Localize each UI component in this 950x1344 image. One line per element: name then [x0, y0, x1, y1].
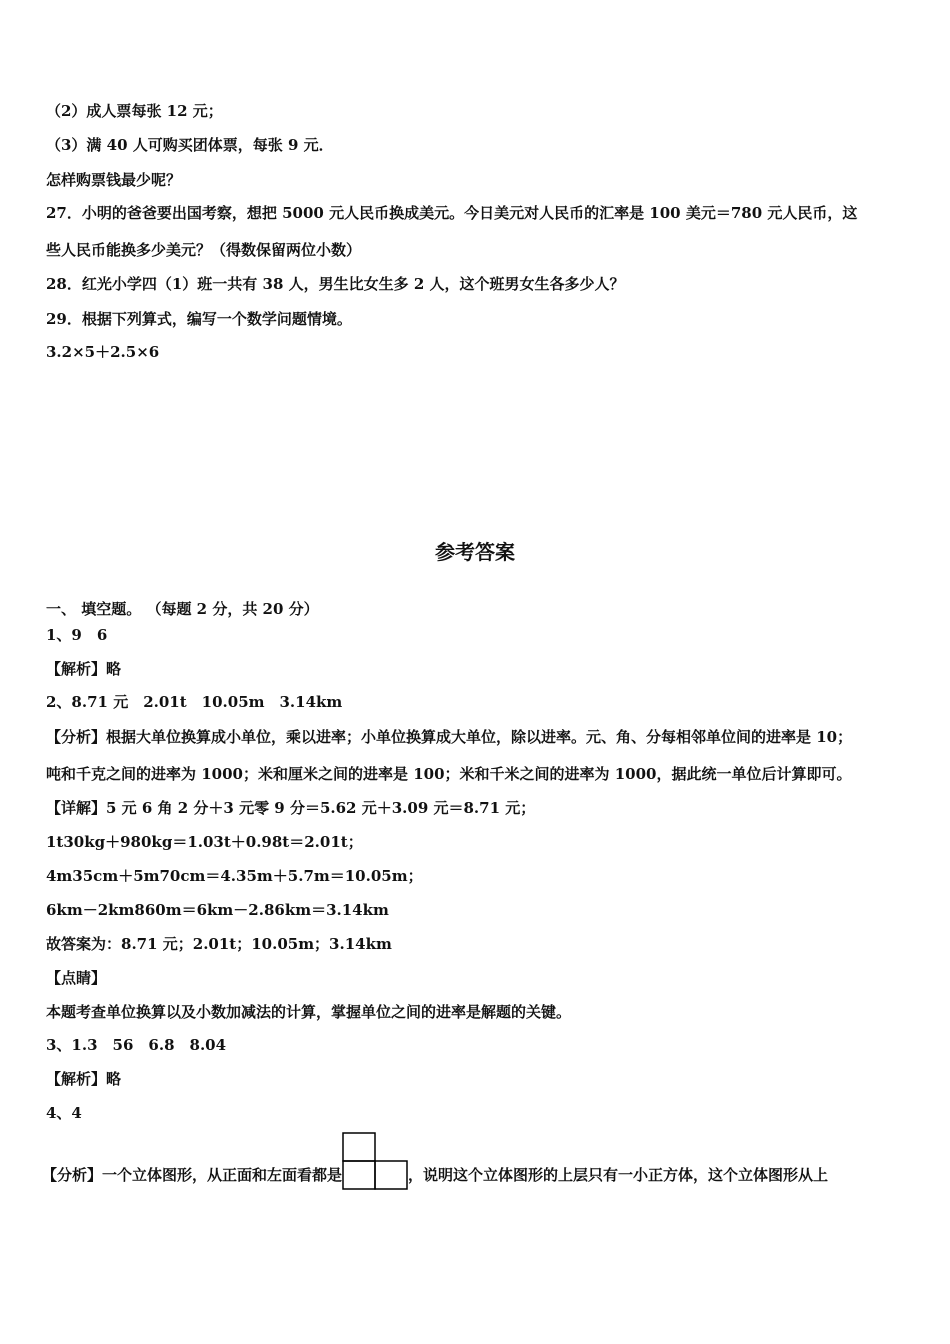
view-figure: [342, 1132, 408, 1195]
analysis-text-after: ，说明这个立体图形的上层只有一小正方体，这个立体图形从上: [408, 1166, 829, 1184]
text-line: 些人民币能换多少美元？（得数保留两位小数）: [46, 241, 362, 259]
question-27: 27．小明的爸爸要出国考察，想把 5000 元人民币换成美元。今日美元对人民币的汇率是 100 美元＝780 元人民币，这: [46, 204, 858, 222]
answer-2: 2、8.71 元 2.01t 10.05m 3.14km: [46, 693, 343, 711]
expression: 3.2×5＋2.5×6: [46, 343, 160, 361]
answer-4: 4、4: [46, 1104, 82, 1122]
section-heading: 一、 填空题。 （每题 2 分，共 20 分）: [46, 600, 319, 618]
answer-3: 3、1.3 56 6.8 8.04: [46, 1036, 227, 1054]
text-line: （3）满 40 人可购买团体票，每张 9 元．: [46, 136, 334, 154]
question-28: 28．红光小学四（1）班一共有 38 人，男生比女生多 2 人，这个班男女生各多少人？: [46, 275, 625, 293]
answer-summary: 故答案为：8.71 元；2.01t；10.05m；3.14km: [46, 935, 392, 953]
figure-square-bottom-left: [343, 1161, 375, 1189]
detail-text: 【详解】5 元 6 角 2 分＋3 元零 9 分＝5.62 元＋3.09 元＝8.71 元；: [46, 799, 536, 817]
text-line: （2）成人票每张 12 元；: [46, 102, 223, 120]
detail-text: 4m35cm＋5m70cm＝4.35m＋5.7m＝10.05m；: [46, 867, 423, 885]
analysis-text: 吨和千克之间的进率为 1000；米和厘米之间的进率是 100；米和千米之间的进率为 1000，据此统一单位后计算即可。: [46, 765, 852, 783]
figure-square-bottom-right: [375, 1161, 407, 1189]
analysis-label: 【解析】略: [46, 660, 122, 678]
question-29: 29．根据下列算式，编写一个数学问题情境。: [46, 310, 352, 328]
comment-text: 本题考查单位换算以及小数加减法的计算，掌握单位之间的进率是解题的关键。: [46, 1003, 572, 1021]
analysis-text: 【分析】根据大单位换算成小单位，乘以进率；小单位换算成大单位，除以进率。元、角、分每相邻单位间的进率是 10；: [46, 728, 853, 746]
text-line: 怎样购票钱最少呢？: [46, 171, 182, 189]
comment-label: 【点睛】: [46, 969, 107, 987]
analysis-with-figure: [42, 1137, 828, 1195]
answer-1: 1、9 6: [46, 626, 108, 644]
analysis-text-before: 【分析】一个立体图形，从正面和左面看都是: [42, 1166, 343, 1184]
detail-text: 1t30kg＋980kg＝1.03t＋0.98t＝2.01t；: [46, 833, 363, 851]
analysis-label: 【解析】略: [46, 1070, 122, 1088]
answer-title: 参考答案: [435, 540, 515, 564]
detail-text: 6km－2km860m＝6km－2.86km＝3.14km: [46, 901, 389, 919]
figure-square-top: [343, 1133, 375, 1161]
